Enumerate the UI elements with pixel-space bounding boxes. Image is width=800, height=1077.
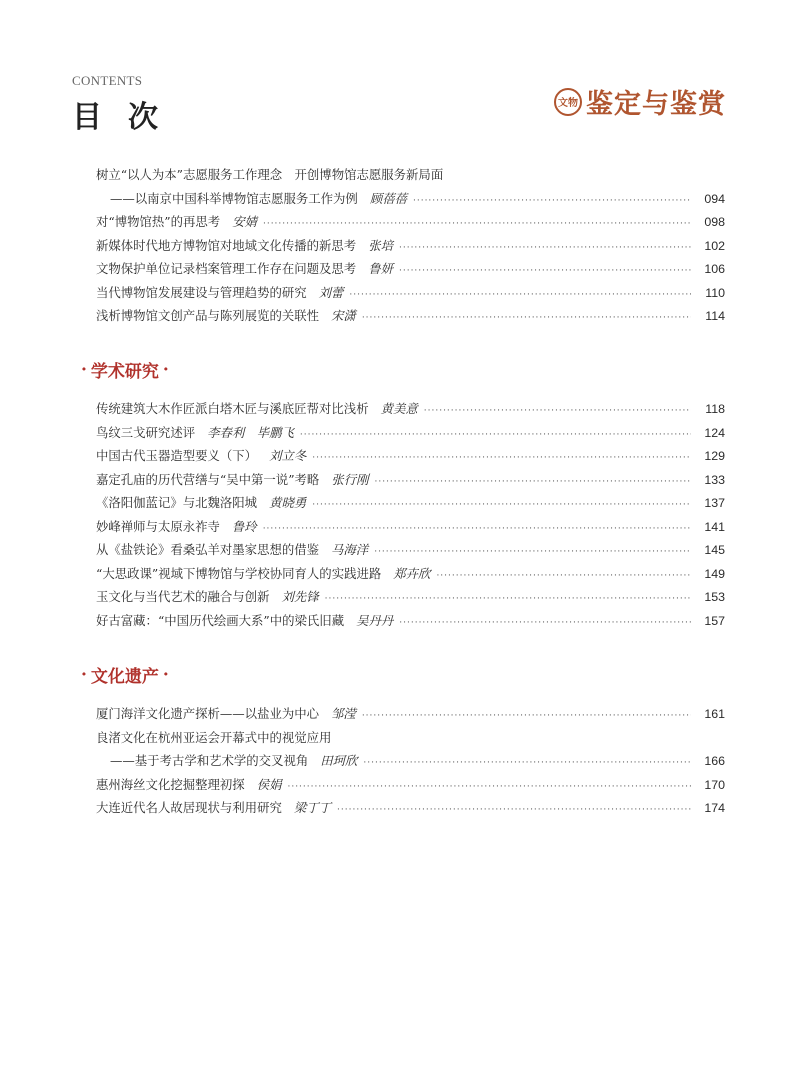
dot-leader: [287, 782, 691, 792]
logo-text: 鉴定与鉴赏: [586, 89, 726, 120]
dot-leader: [374, 477, 691, 487]
toc-entry[interactable]: [96, 189, 725, 213]
entry-author: 侯娟: [256, 776, 282, 792]
entry-title: 嘉定孔庙的历代营缮与“吴中第一说”考略: [96, 471, 320, 487]
entry-title: 厦门海洋文化遗产探析——以盐业为中心: [96, 706, 320, 721]
entry-page-number: 161: [704, 707, 725, 721]
entry-page-number: 157: [704, 613, 725, 628]
toc-entry[interactable]: [96, 798, 725, 822]
entry-author: 梁丁丁: [293, 800, 332, 815]
dot-leader: [263, 219, 691, 229]
entry-title: “大思政课”视域下博物馆与学校协同育人的实践进路: [96, 565, 382, 581]
entry-title: 文物保护单位记录档案管理工作存在问题及思考: [96, 261, 357, 276]
entry-page-number: 118: [705, 402, 725, 416]
page-header: [72, 74, 184, 136]
toc-entry[interactable]: [96, 399, 725, 423]
section-heading-academic: · 学术研究 ·: [81, 359, 169, 382]
toc-entry[interactable]: [96, 493, 725, 517]
toc-entry[interactable]: [96, 212, 725, 236]
page-title: 目次: [72, 100, 184, 135]
toc-entry[interactable]: [96, 611, 725, 635]
entry-author: 刘立冬: [269, 448, 307, 463]
toc-entry[interactable]: [96, 728, 725, 752]
entry-title: ——基于考古学和艺术学的交叉视角: [110, 753, 309, 768]
dot-leader: [300, 430, 691, 440]
dot-leader: [399, 266, 691, 276]
entry-page-number: 106: [704, 262, 725, 276]
entry-title: 《洛阳伽蓝记》与北魏洛阳城: [96, 495, 258, 510]
entry-author: 张培: [368, 237, 393, 253]
entry-page-number: 094: [704, 191, 725, 206]
entry-author: 吴丹丹: [356, 612, 394, 628]
toc-group-1: [96, 165, 725, 330]
entry-author: 马海洋: [331, 542, 369, 557]
entry-page-number: 141: [704, 519, 725, 534]
entry-page-number: 153: [704, 590, 725, 604]
entry-page-number: 149: [704, 566, 725, 581]
entry-author: 田珂欣: [320, 753, 358, 768]
entry-author: 李春利 毕鹏飞: [207, 424, 294, 440]
entry-title: 好古富藏：“中国历代绘画大系”中的梁氏旧藏: [96, 612, 345, 628]
toc-group-heritage: [96, 704, 725, 822]
dot-leader: [362, 711, 691, 721]
dot-leader: [337, 805, 691, 815]
entry-title: 中国古代玉器造型要义（下）: [96, 448, 258, 463]
toc-group-academic: [96, 399, 725, 634]
entry-author: 宋潇: [331, 308, 356, 323]
dot-leader: [436, 571, 691, 581]
entry-title: 从《盐铁论》看桑弘羊对墨家思想的借鉴: [96, 542, 320, 557]
entry-page-number: 124: [704, 425, 725, 440]
entry-title: 对“博物馆热”的再思考: [96, 214, 221, 229]
entry-title: 新媒体时代地方博物馆对地域文化传播的新思考: [96, 237, 357, 253]
dot-leader: [374, 547, 691, 557]
entry-author: 鲁妍: [368, 261, 393, 276]
entry-title: 浅析博物馆文创产品与陈列展览的关联性: [96, 308, 320, 323]
toc-entry[interactable]: [96, 775, 725, 799]
entry-author: 鲁玲: [231, 518, 257, 534]
entry-page-number: 102: [704, 238, 725, 253]
entry-title: ——以南京中国科举博物馆志愿服务工作为例: [110, 190, 358, 206]
entry-page-number: 166: [704, 754, 725, 768]
dot-leader: [362, 313, 691, 323]
entry-title: 鸟纹三戈研究述评: [96, 424, 196, 440]
entry-page-number: 110: [705, 285, 725, 300]
dot-leader: [363, 758, 691, 768]
dot-leader: [349, 290, 691, 300]
dot-leader: [312, 500, 691, 510]
toc-entry[interactable]: [96, 446, 725, 470]
logo-seal: 文物: [554, 88, 582, 116]
entry-title: 玉文化与当代艺术的融合与创新: [96, 589, 270, 604]
dot-leader: [399, 243, 691, 253]
toc-entry[interactable]: [96, 423, 725, 447]
toc-entry[interactable]: [96, 587, 725, 611]
entry-page-number: 133: [704, 472, 725, 487]
entry-author: 刘先锋: [281, 589, 319, 604]
entry-title: 当代博物馆发展建设与管理趋势的研究: [96, 284, 307, 300]
toc-entry[interactable]: [96, 517, 725, 541]
entry-page-number: 170: [704, 777, 725, 792]
toc-entry[interactable]: [96, 564, 725, 588]
section-heading-heritage: · 文化遗产 ·: [81, 664, 169, 687]
toc-entry[interactable]: [96, 283, 725, 307]
entry-author: 郑卉欣: [393, 565, 431, 581]
entry-page-number: 098: [704, 215, 725, 229]
entry-title: 惠州海丝文化挖掘整理初探: [96, 776, 245, 792]
toc-entry[interactable]: [96, 165, 725, 189]
journal-logo: [554, 82, 726, 121]
entry-title: 树立“以人为本”志愿服务工作理念 开创博物馆志愿服务新局面: [96, 167, 444, 182]
toc-entry[interactable]: [96, 236, 725, 260]
entry-title: 大连近代名人故居现状与利用研究: [96, 800, 282, 815]
dot-leader: [325, 594, 691, 604]
entry-author: 黄美意: [380, 401, 418, 416]
entry-page-number: 145: [704, 543, 725, 557]
entry-author: 顾蓓蓓: [369, 190, 407, 206]
entry-page-number: 129: [704, 449, 725, 463]
entry-title: 良渚文化在杭州亚运会开幕式中的视觉应用: [96, 729, 332, 745]
toc-entry[interactable]: [96, 751, 725, 775]
contents-label: CONTENTS: [72, 73, 143, 88]
dot-leader: [263, 524, 691, 534]
dot-leader: [312, 453, 691, 463]
entry-author: 张行刚: [331, 471, 369, 487]
entry-page-number: 137: [704, 496, 725, 510]
dot-leader: [413, 196, 691, 206]
entry-page-number: 114: [705, 309, 725, 323]
entry-author: 邹滢: [331, 706, 356, 721]
entry-title: 妙峰禅师与太原永祚寺: [96, 518, 220, 534]
entry-title: 传统建筑大木作匠派白塔木匠与溪底匠帮对比浅析: [96, 401, 369, 416]
toc-entry[interactable]: [96, 470, 725, 494]
toc-entry[interactable]: [96, 704, 725, 728]
toc-entry[interactable]: [96, 306, 725, 330]
toc-entry[interactable]: [96, 540, 725, 564]
entry-page-number: 174: [704, 801, 725, 815]
entry-author: 安婧: [232, 214, 257, 229]
dot-leader: [399, 618, 691, 628]
entry-author: 刘蕾: [318, 284, 344, 300]
toc-entry[interactable]: [96, 259, 725, 283]
dot-leader: [424, 406, 691, 416]
entry-author: 黄晓勇: [269, 495, 307, 510]
